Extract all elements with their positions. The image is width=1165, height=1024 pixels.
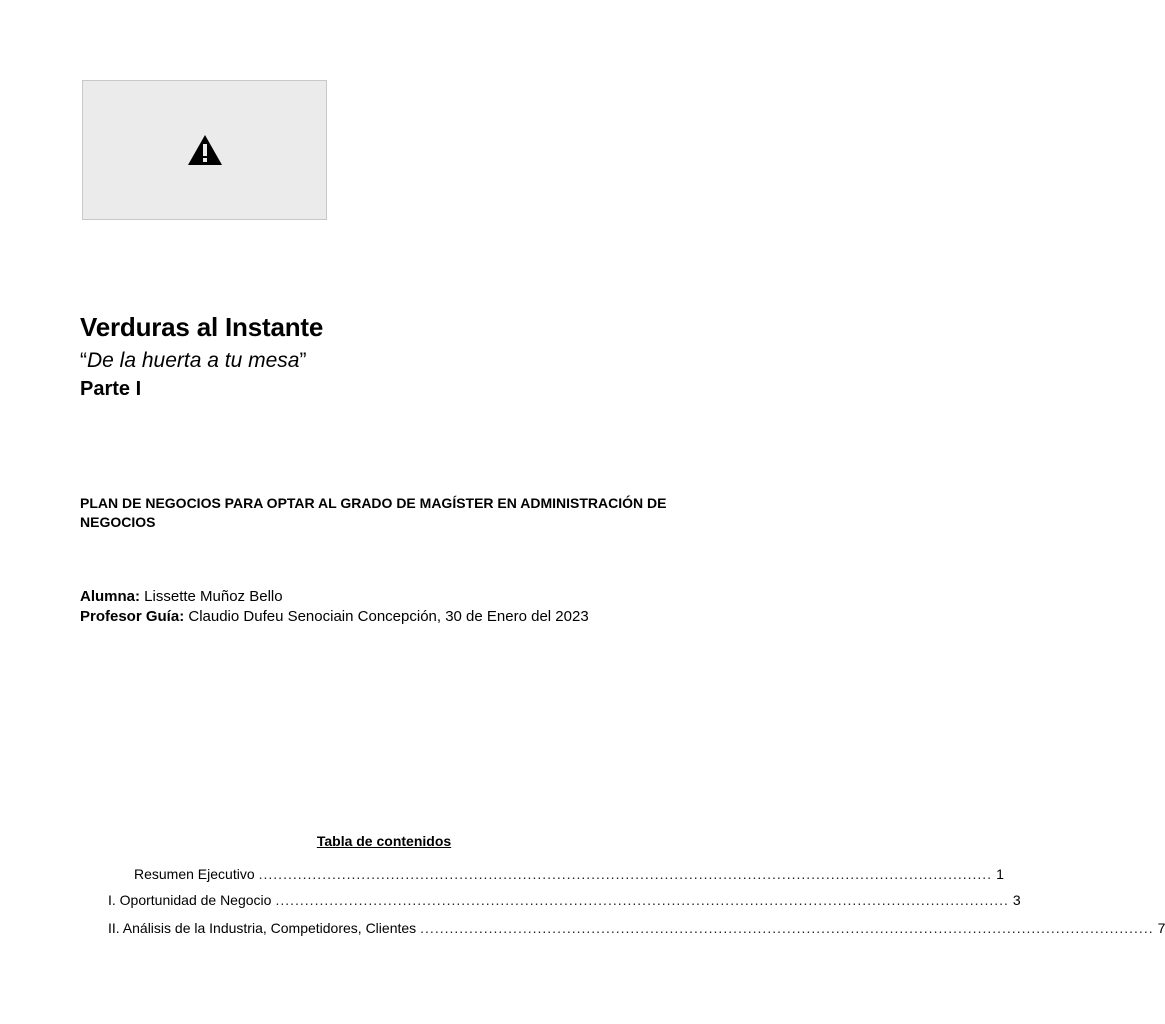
toc-leader: ...................................................................................................................................................... — [420, 920, 1154, 936]
toc-entry-text: I. Oportunidad de Negocio — [108, 892, 272, 908]
toc-entry-page: 7 — [1157, 920, 1165, 936]
toc-leader: ...................................................................................................................................................... — [258, 866, 993, 882]
student-line — [80, 587, 589, 607]
document-title: Verduras al Instante — [80, 312, 324, 342]
student-name: Lissette Muñoz Bello — [144, 588, 283, 605]
warning-icon — [187, 134, 223, 166]
toc-heading: Tabla de contenidos — [316, 833, 452, 849]
toc-entry-resumen[interactable] — [134, 866, 1004, 886]
toc-entry-text: II. Análisis de la Industria, Competidores, Clientes — [108, 920, 417, 936]
place-date: Concepción, 30 de Enero del 2023 — [357, 608, 589, 625]
document-part: Parte I — [80, 378, 142, 400]
document-subtitle — [80, 349, 306, 373]
subtitle-close-quote: ” — [299, 349, 307, 372]
student-label: Alumna: — [80, 588, 140, 605]
toc-entry-page: 3 — [1012, 892, 1021, 908]
advisor-label: Profesor Guía: — [80, 608, 185, 625]
author-info — [80, 587, 589, 627]
plan-statement: PLAN DE NEGOCIOS PARA OPTAR AL GRADO DE MAGÍSTER EN ADMINISTRACIÓN DE NEGOCIOS — [80, 495, 667, 530]
toc-entry-text: Resumen Ejecutivo — [134, 866, 255, 882]
toc-entry-oportunidad[interactable] — [108, 892, 1021, 912]
advisor-line — [80, 607, 589, 627]
toc-entry-analisis[interactable] — [108, 920, 1165, 940]
image-placeholder — [82, 80, 327, 220]
toc-entry-page: 1 — [996, 866, 1004, 882]
advisor-name: Claudio Dufeu Senociain — [188, 608, 354, 625]
subtitle-open-quote: “ — [80, 349, 87, 372]
toc-leader: ...................................................................................................................................................... — [275, 892, 1009, 908]
subtitle-text: De la huerta a tu mesa — [87, 349, 300, 372]
